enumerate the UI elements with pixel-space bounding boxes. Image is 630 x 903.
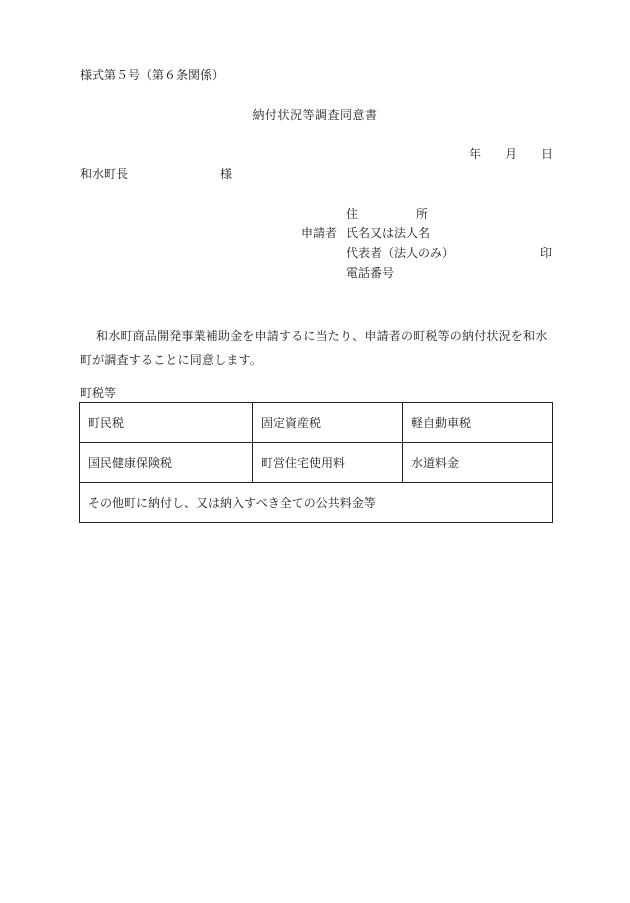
representative-label: 代表者（法人のみ） <box>346 246 455 260</box>
form-number: 様式第５号（第６条関係） <box>80 68 225 82</box>
consent-text: 和水町商品開発事業補助金を申請するに当たり、申請者の町税等の納付状況を和水町が調査することに同意します。 <box>80 329 548 367</box>
table-cell: 町営住宅使用料 <box>253 443 403 483</box>
table-cell: 国民健康保険税 <box>80 443 253 483</box>
date-day-label: 日 <box>541 147 554 161</box>
applicant-name-label: 氏名又は法人名 <box>346 226 431 240</box>
table-cell: 固定資産税 <box>253 403 403 443</box>
tax-table <box>79 402 553 523</box>
table-cell: 水道料金 <box>403 443 553 483</box>
table-row <box>80 483 553 523</box>
table-row <box>80 443 553 483</box>
phone-label: 電話番号 <box>346 266 395 280</box>
table-row <box>80 403 553 443</box>
table-cell: 軽自動車税 <box>403 403 553 443</box>
date-month-label: 月 <box>505 147 518 161</box>
addressee-honorific: 様 <box>220 167 233 181</box>
address-char-2: 所 <box>416 207 429 221</box>
table-cell: 町民税 <box>80 403 253 443</box>
table-footer-cell: その他町に納付し、又は納入すべき全ての公共料金等 <box>80 483 553 523</box>
seal-mark: 印 <box>540 246 553 260</box>
tax-table-caption: 町税等 <box>80 386 117 400</box>
date-line <box>469 148 553 160</box>
addressee-name: 和水町長 <box>80 167 129 181</box>
date-year-label: 年 <box>469 147 482 161</box>
address-char-1: 住 <box>346 207 359 221</box>
applicant-address-label <box>346 208 428 220</box>
applicant-role-label: 申請者 <box>301 226 338 240</box>
document-title: 納付状況等調査同意書 <box>252 108 378 122</box>
